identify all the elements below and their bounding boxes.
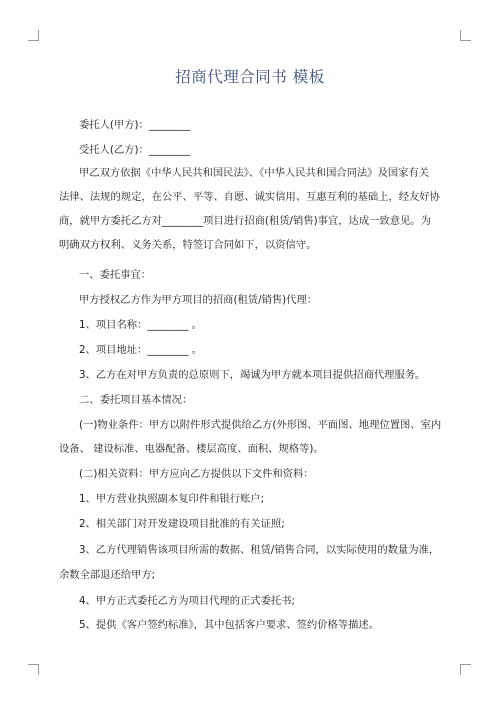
list-item: 3、乙方代理销售该项目所需的数据、租赁/销售合同，以实际使用的数量为准， [79, 544, 440, 556]
list-item: 4、甲方正式委托乙方为项目代理的正式委托书; [79, 595, 295, 607]
preamble-line: 明确双方权利、义务关系，特签订合同如下，以资信守。 [59, 239, 317, 251]
list-item: 5、提供《客户签约标准》，其中包括客户要求、签约价格等描述。 [79, 619, 380, 631]
body-line: 甲方授权乙方作为甲方项目的招商(租赁/销售)代理： [79, 294, 318, 306]
body-line: (二)相关资料：甲方应向乙方提供以下文件和资料： [79, 468, 314, 480]
crop-mark-top-left [28, 30, 39, 41]
section-heading-project-info: 二、委托项目基本情况： [79, 394, 193, 406]
list-item: 2、相关部门对开发建设项目批准的有关证照; [79, 518, 285, 530]
crop-mark-top-right [460, 30, 471, 41]
crop-mark-bottom-left [28, 664, 39, 675]
section-heading-entrustment: 一、委托事宜： [79, 269, 152, 281]
list-item-agency-service: 3、乙方在对甲方负责的总原则下，竭诚为甲方就本项目提供招商代理服务。 [79, 369, 426, 381]
agent-party-line: 受托人(乙方)：________ [79, 144, 191, 156]
document-title: 招商代理合同书 模板 [175, 68, 325, 86]
list-item: 1、甲方营业执照副本复印件和银行账户; [79, 493, 265, 505]
preamble-line: 甲乙双方依据《中华人民共和国民法》、《中华人民共和国合同法》及国家有关 [79, 167, 430, 179]
preamble-line: 商，就甲方委托乙方对________项目进行招商(租赁/销售)事宜，达成一致意见。为 [59, 215, 431, 227]
preamble-line: 法律、法规的规定，在公平、平等、自愿、诚实信用、互惠互利的基础上，经友好协 [59, 191, 440, 203]
list-item-project-name: 1、项目名称：________ 。 [79, 319, 203, 331]
body-line: (一)物业条件：甲方以附件形式提供给乙方(外形图、平面图、地理位置图、室内 [79, 419, 442, 431]
list-item-continuation: 余数全部退还给甲方; [59, 569, 156, 581]
principal-party-line: 委托人(甲方)：________ [79, 119, 191, 131]
list-item-project-address: 2、项目地址：________ 。 [79, 344, 203, 356]
crop-mark-bottom-right [460, 664, 471, 675]
body-line: 设备、 建设标准、电器配备、楼层高度、面积、规格等)。 [59, 443, 324, 455]
